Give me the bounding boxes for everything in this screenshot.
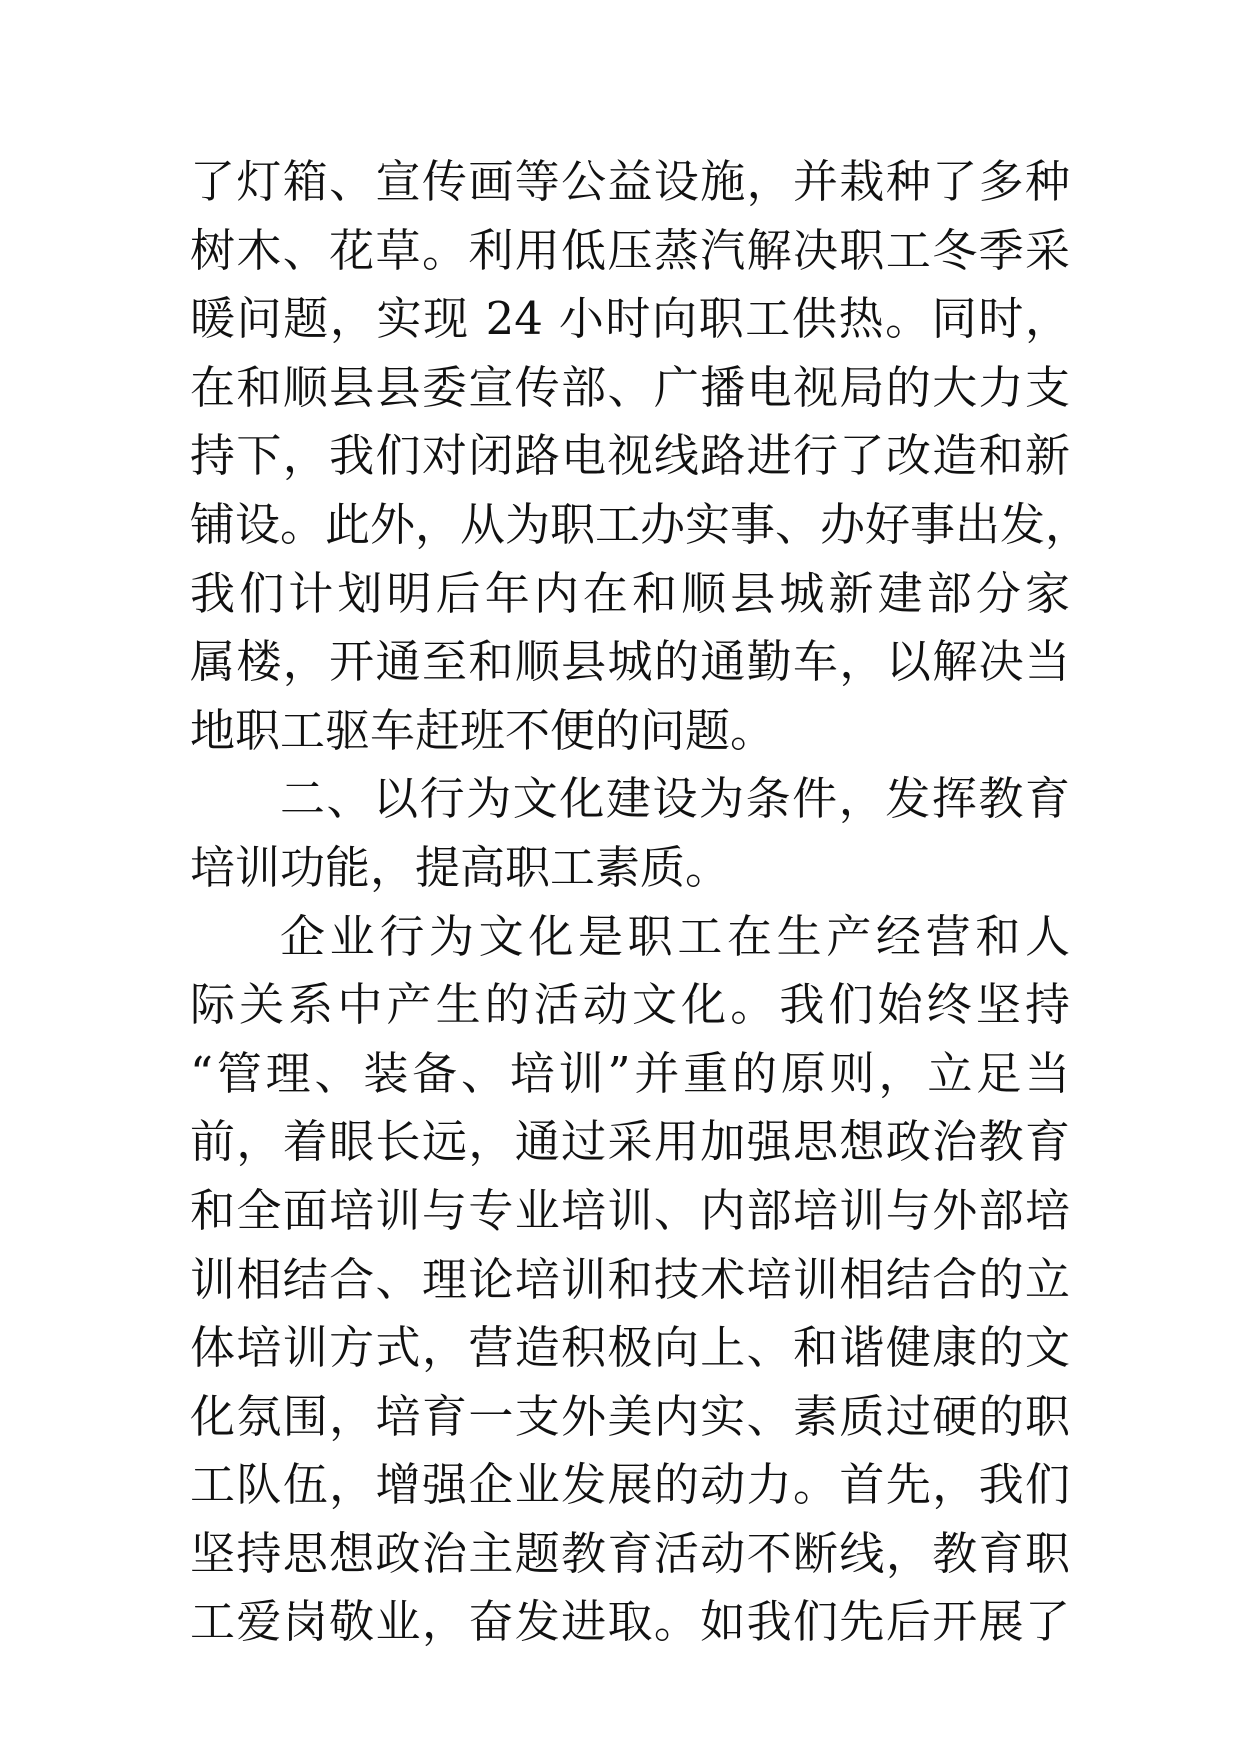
text-line: 持下，我们对闭路电视线路进行了改造和新 (190, 429, 1070, 483)
text-line: 训相结合、理论培训和技术培训相结合的立 (190, 1252, 1070, 1306)
text-line: 企业行为文化是职工在生产经营和人 (280, 909, 1070, 963)
text-line: 在和顺县县委宣传部、广播电视局的大力支 (190, 360, 1070, 414)
text-line: 属楼，开通至和顺县城的通勤车，以解决当 (190, 635, 1070, 689)
text-line: 我们计划明后年内在和顺县城新建部分家 (190, 566, 1070, 620)
text-line: 树木、花草。利用低压蒸汽解决职工冬季采 (190, 223, 1070, 277)
text-line: 坚持思想政治主题教育活动不断线，教育职 (190, 1526, 1070, 1580)
text-line: 和全面培训与专业培训、内部培训与外部培 (190, 1183, 1070, 1237)
body-text (190, 148, 1091, 1657)
text-line: 工队伍，增强企业发展的动力。首先，我们 (190, 1458, 1070, 1512)
text-line: 体培训方式，营造积极向上、和谐健康的文 (190, 1321, 1070, 1375)
text-line: 地职工驱车赶班不便的问题。 (190, 703, 776, 757)
text-line: 际关系中产生的活动文化。我们始终坚持 (190, 978, 1070, 1032)
text-line: 工爱岗敬业，奋发进取。如我们先后开展了 (190, 1595, 1070, 1649)
section-heading-line: 培训功能，提高职工素质。 (190, 840, 731, 894)
section-heading-line: 二、以行为文化建设为条件，发挥教育 (280, 772, 1070, 826)
text-line: “管理、装备、培训”并重的原则，立足当 (190, 1046, 1070, 1100)
text-line: 了灯箱、宣传画等公益设施，并栽种了多种 (190, 155, 1070, 208)
text-line: 化氛围，培育一支外美内实、素质过硬的职 (190, 1389, 1070, 1443)
text-line: 铺设。此外，从为职工办实事、办好事出发， (190, 497, 1091, 551)
text-line: 前，着眼长远，通过采用加强思想政治教育 (190, 1115, 1070, 1169)
text-line: 暖问题，实现 24 小时向职工供热。同时， (190, 292, 1070, 346)
